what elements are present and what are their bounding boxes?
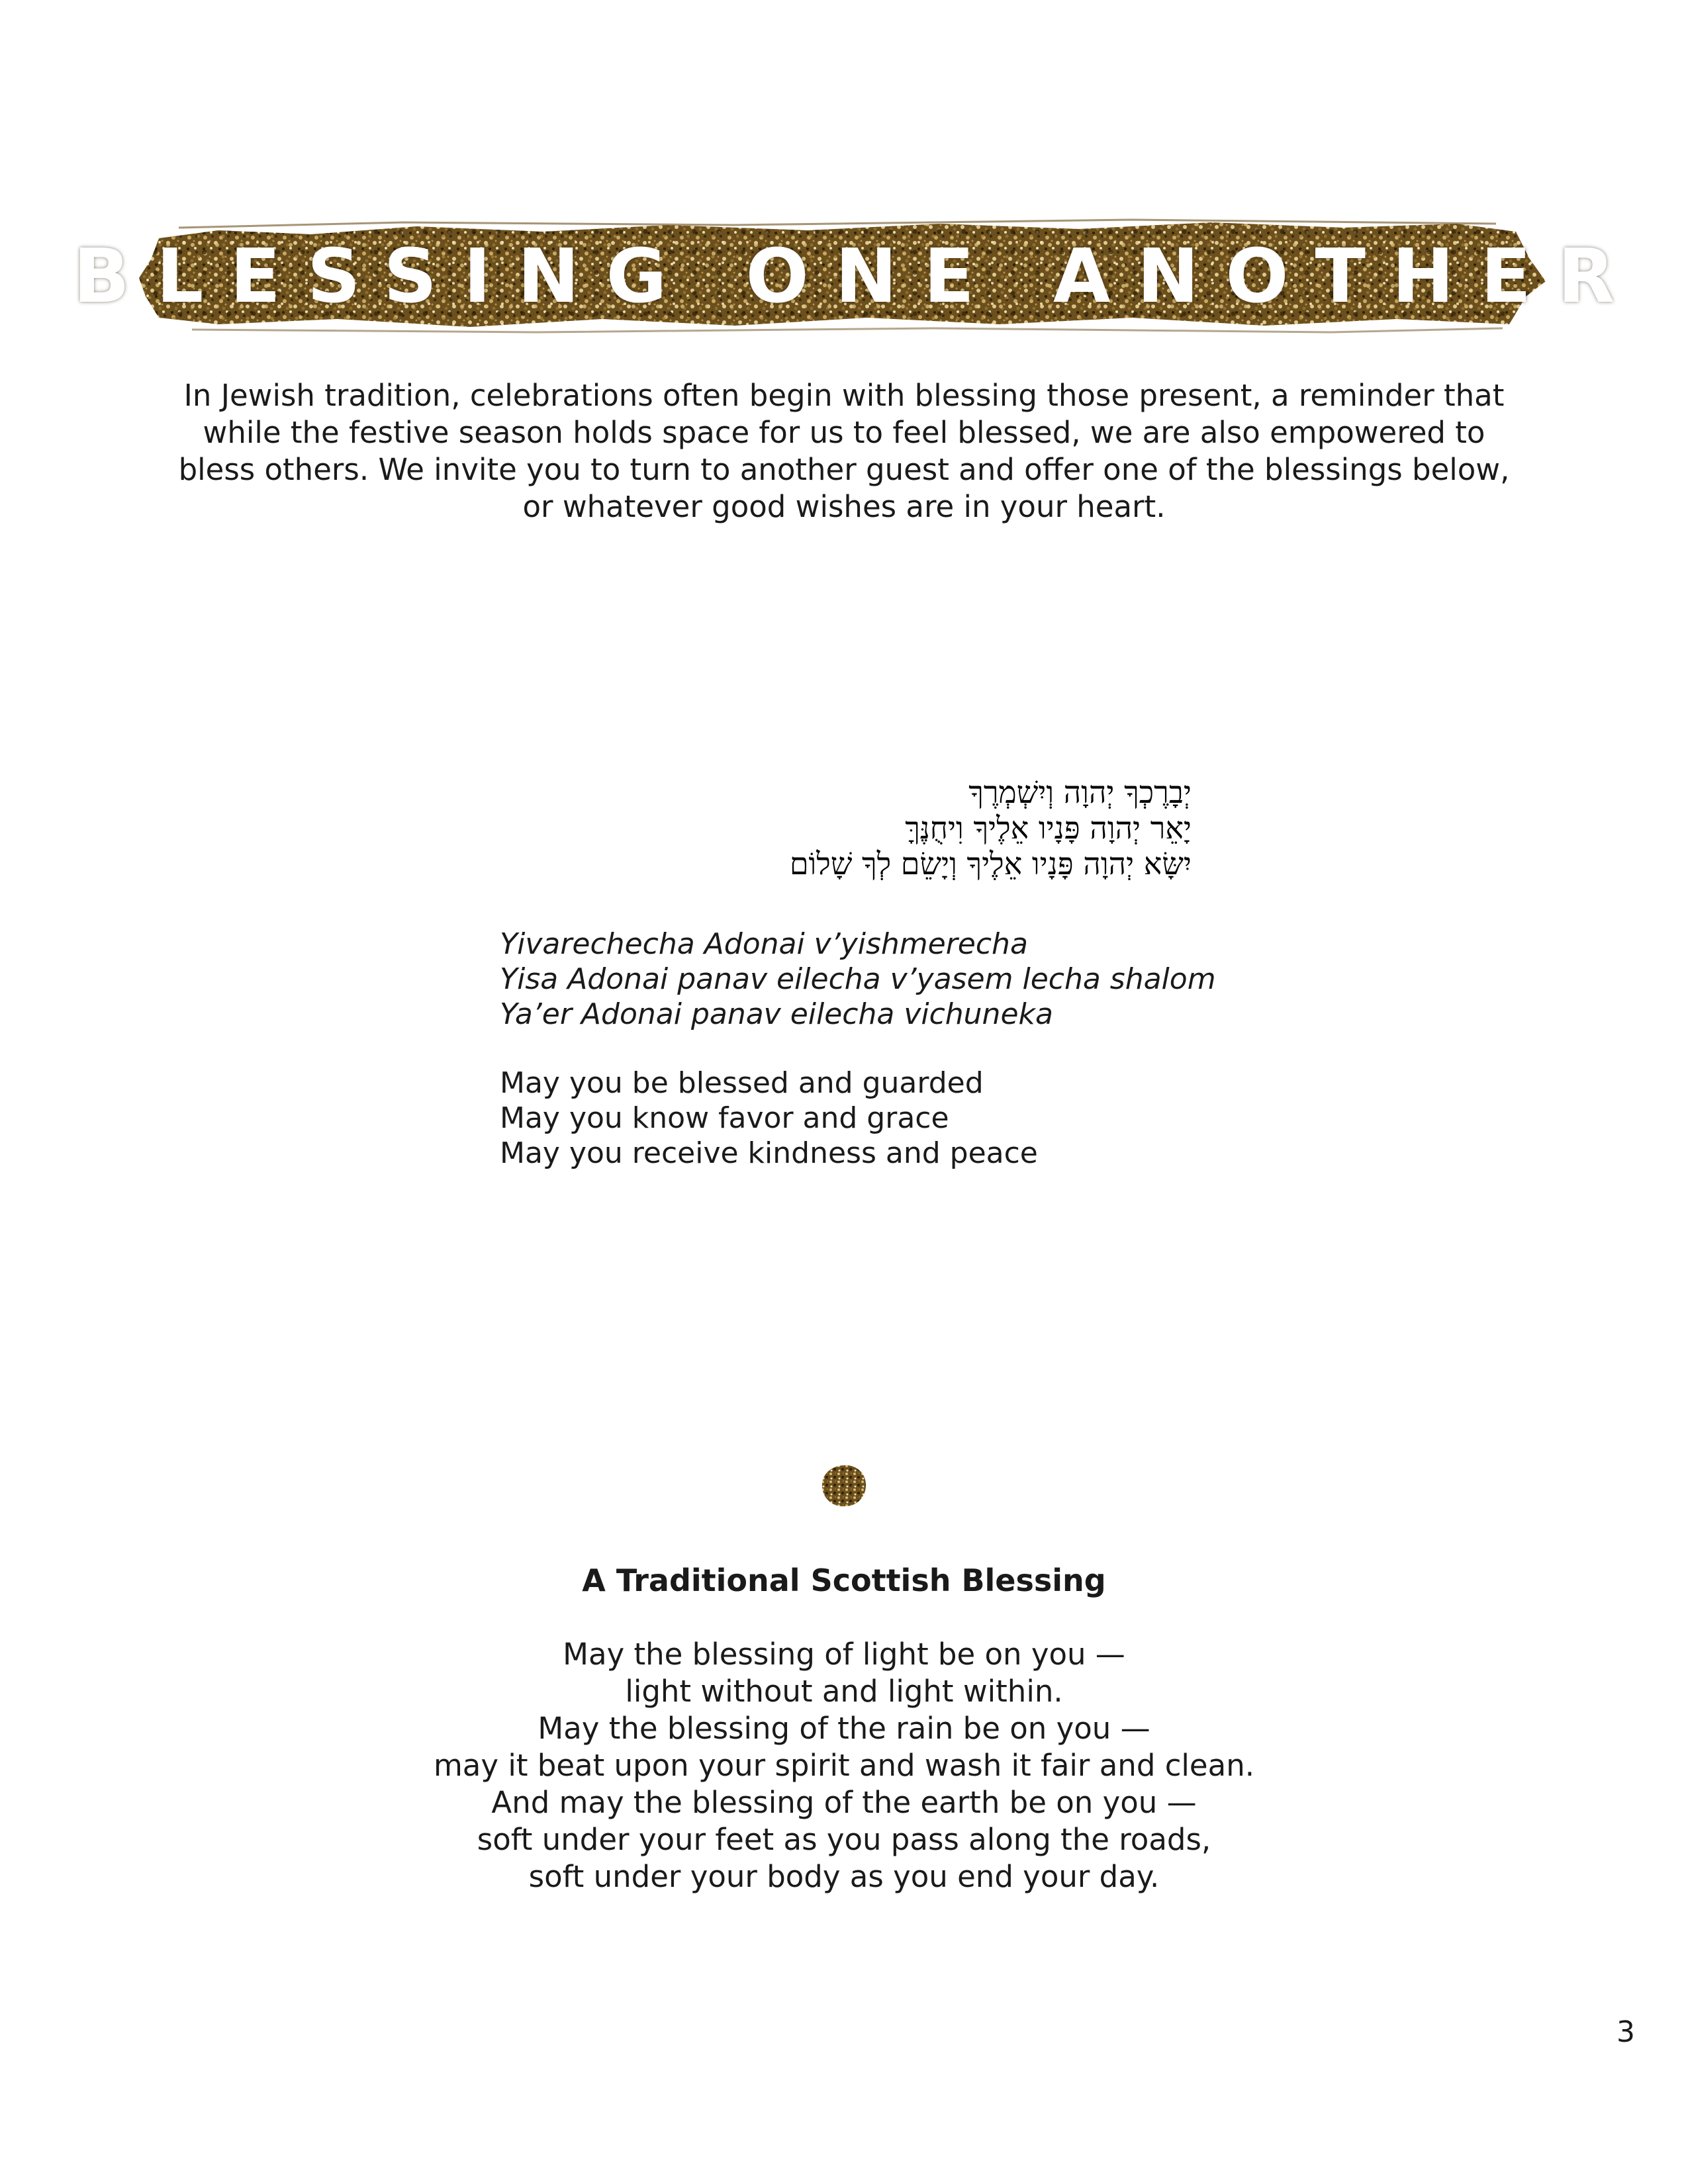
page-title: BLESSING ONE ANOTHER — [73, 233, 1642, 320]
transliteration-line: Yisa Adonai panav eilecha v’yasem lecha shalom — [500, 962, 1216, 996]
hebrew-line: יְבָרֶכְךָ יְהוָה וְיִשְׁמְרֶךָ — [968, 774, 1192, 810]
transliteration — [500, 927, 1360, 1032]
hebrew-line: יָאֵר יְהוָה פָּנָיו אֵלֶיךָ וִיחֻנֶּךָּ — [905, 810, 1192, 846]
scottish-blessing-heading: A Traditional Scottish Blessing — [582, 1563, 1106, 1598]
hebrew-blessing — [596, 774, 1192, 882]
translation-line: May you know favor and grace — [500, 1101, 949, 1135]
page-number: 3 — [1617, 2015, 1635, 2049]
transliteration-line: Ya’er Adonai panav eilecha vichuneka — [500, 997, 1053, 1031]
intro-line: bless others. We invite you to turn to another guest and offer one of the blessings below, — [178, 452, 1510, 487]
translation-line: May you receive kindness and peace — [500, 1136, 1038, 1170]
english-translation — [500, 1066, 1360, 1171]
poem-line: May the blessing of the rain be on you — — [538, 1711, 1150, 1746]
intro-line: while the festive season holds space for us to feel blessed, we are also empowered to — [203, 415, 1485, 450]
hebrew-line: יִשָּׂא יְהוָה פָּנָיו אֵלֶיךָ וְיָשֵׂם לְךָ שָׁלוֹם — [789, 846, 1192, 882]
poem-line: May the blessing of light be on you — — [563, 1637, 1125, 1672]
intro-paragraph — [165, 377, 1523, 525]
title-banner — [73, 218, 1642, 334]
intro-line: In Jewish tradition, celebrations often begin with blessing those present, a reminder that — [183, 378, 1505, 413]
poem-line: And may the blessing of the earth be on you — — [491, 1785, 1197, 1820]
intro-line: or whatever good wishes are in your heart. — [522, 489, 1166, 524]
poem-line: may it beat upon your spirit and wash it fair and clean. — [433, 1748, 1255, 1783]
poem-line: soft under your body as you end your day. — [528, 1859, 1160, 1894]
poem-line: soft under your feet as you pass along the roads, — [477, 1822, 1211, 1857]
scottish-blessing-poem — [265, 1636, 1423, 1895]
gold-dot-divider — [821, 1464, 867, 1508]
transliteration-line: Yivarechecha Adonai v’yishmerecha — [500, 927, 1028, 961]
poem-line: light without and light within. — [625, 1674, 1063, 1709]
translation-line: May you be blessed and guarded — [500, 1066, 984, 1100]
